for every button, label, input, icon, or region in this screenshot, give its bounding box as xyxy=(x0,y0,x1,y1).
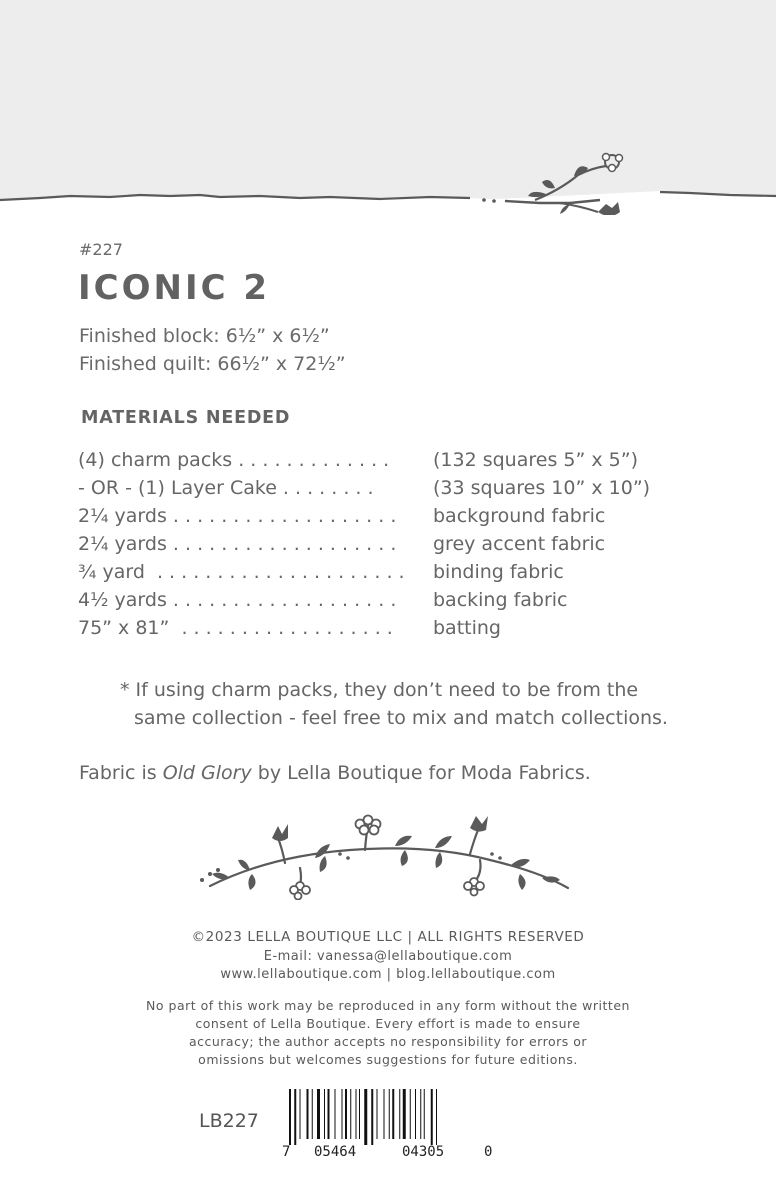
note-line: same collection - feel free to mix and match collections. xyxy=(134,707,668,729)
barcode-bar xyxy=(300,1089,301,1139)
barcode-bar xyxy=(392,1089,394,1139)
barcode-bar xyxy=(371,1089,373,1145)
material-description: backing fabric xyxy=(433,589,568,611)
material-quantity: 2¼ yards . . . . . . . . . . . . . . . . . . . xyxy=(78,505,397,527)
material-description: (132 squares 5” x 5”) xyxy=(433,449,638,471)
barcode-bar xyxy=(335,1089,336,1139)
material-row xyxy=(78,449,738,477)
finished-quilt-size: Finished quilt: 66½” x 72½” xyxy=(79,353,346,375)
material-quantity: 2¼ yards . . . . . . . . . . . . . . . . . . . xyxy=(78,533,397,555)
contact-email[interactable]: E-mail: vanessa@lellaboutique.com xyxy=(263,949,513,964)
product-code: LB227 xyxy=(199,1110,259,1132)
material-description: background fabric xyxy=(433,505,606,527)
material-row xyxy=(78,505,738,533)
material-quantity: (4) charm packs . . . . . . . . . . . . . xyxy=(78,449,390,471)
barcode-bar xyxy=(289,1089,291,1145)
finished-sizes xyxy=(79,322,346,378)
legal-line: omissions but welcomes suggestions for future editions. xyxy=(198,1052,578,1067)
material-quantity: ¾ yard . . . . . . . . . . . . . . . . . . . . . xyxy=(78,561,405,583)
pattern-number: #227 xyxy=(79,240,123,259)
barcode-bar xyxy=(384,1089,385,1139)
barcode-bar xyxy=(356,1089,357,1139)
barcode-bar xyxy=(424,1089,425,1139)
barcode-digit-prefix: 7 xyxy=(282,1144,291,1160)
barcode-bar xyxy=(307,1089,309,1139)
barcode-bar xyxy=(399,1089,400,1139)
legal-line: No part of this work may be reproduced in any form without the written xyxy=(146,998,630,1013)
barcode-bar xyxy=(431,1089,433,1145)
barcode-bar xyxy=(403,1089,406,1139)
copyright-line: ©2023 LELLA BOUTIQUE LLC | ALL RIGHTS RESERVED xyxy=(191,929,585,945)
barcode-bar xyxy=(317,1089,320,1139)
barcode-bar xyxy=(324,1089,325,1139)
barcode-digit-left-group: 05464 xyxy=(314,1144,357,1160)
legal-disclaimer xyxy=(0,997,776,1069)
top-decorative-band xyxy=(0,0,776,215)
material-description: batting xyxy=(433,617,501,639)
website-links[interactable]: www.lellaboutique.com | blog.lellaboutique.com xyxy=(220,967,556,982)
legal-line: accuracy; the author accepts no responsibility for errors or xyxy=(188,1034,588,1049)
barcode-bar xyxy=(364,1089,367,1145)
floral-vine-icon xyxy=(190,808,580,900)
barcode-bar xyxy=(389,1089,390,1139)
barcode-bar xyxy=(294,1089,296,1145)
barcode-bar xyxy=(415,1089,416,1139)
material-description: grey accent fabric xyxy=(433,533,606,555)
barcode-bar xyxy=(377,1089,378,1139)
material-quantity: 4½ yards . . . . . . . . . . . . . . . . . . . xyxy=(78,589,397,611)
material-row xyxy=(78,533,738,561)
torn-paper-edge-with-flower-sprig xyxy=(0,0,776,215)
barcode-bar xyxy=(345,1089,347,1139)
pattern-title: ICONIC 2 xyxy=(78,268,271,308)
note-line: * If using charm packs, they don’t need to be from the xyxy=(120,679,639,701)
barcode-bar xyxy=(436,1089,437,1145)
barcode-bar xyxy=(342,1089,343,1139)
fabric-info xyxy=(79,762,591,784)
charm-pack-note xyxy=(120,676,668,732)
barcode-bar xyxy=(312,1089,313,1139)
barcode-bar xyxy=(420,1089,421,1139)
material-description: (33 squares 10” x 10”) xyxy=(433,477,651,499)
material-quantity: 75” x 81” . . . . . . . . . . . . . . . . . . xyxy=(78,617,393,639)
fabric-suffix: by Lella Boutique for Moda Fabrics. xyxy=(251,762,591,784)
material-description: binding fabric xyxy=(433,561,564,583)
barcode-digit-check: 0 xyxy=(484,1144,493,1160)
material-row xyxy=(78,477,738,505)
barcode-bar xyxy=(328,1089,330,1139)
material-quantity: - OR - (1) Layer Cake . . . . . . . . xyxy=(78,477,374,499)
barcode-bar xyxy=(350,1089,351,1139)
materials-heading: MATERIALS NEEDED xyxy=(81,408,291,428)
material-row xyxy=(78,561,738,589)
barcode-digit-right-group: 04305 xyxy=(402,1144,445,1160)
floral-vine-divider xyxy=(190,808,580,904)
fabric-prefix: Fabric is xyxy=(79,762,163,784)
material-row xyxy=(78,589,738,617)
material-row xyxy=(78,617,738,645)
barcode-bar xyxy=(359,1089,360,1139)
legal-line: consent of Lella Boutique. Every effort is made to ensure xyxy=(195,1016,581,1031)
fabric-collection-name: Old Glory xyxy=(162,762,252,784)
upc-barcode xyxy=(283,1089,493,1145)
barcode-bar xyxy=(410,1089,411,1139)
finished-block-size: Finished block: 6½” x 6½” xyxy=(79,325,330,347)
